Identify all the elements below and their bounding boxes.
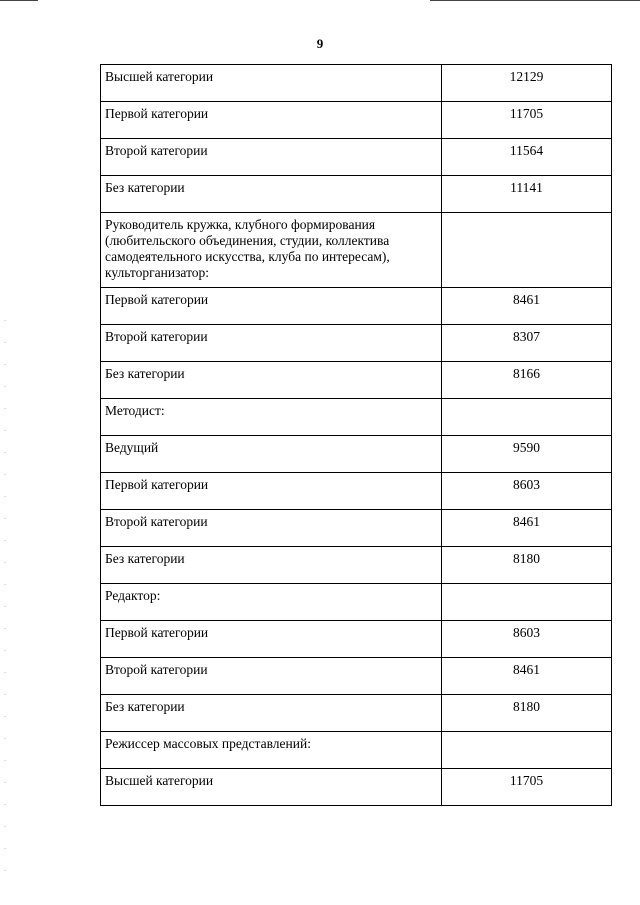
salary-value-cell: 8166 (442, 362, 612, 399)
salary-value-cell (442, 584, 612, 621)
salary-value-cell: 11564 (442, 139, 612, 176)
position-name-cell: Второй категории (101, 658, 442, 695)
table-row (101, 139, 612, 176)
salary-value-cell: 11141 (442, 176, 612, 213)
salary-value-cell: 8307 (442, 325, 612, 362)
position-name-cell: Без категории (101, 362, 442, 399)
position-name-cell: Без категории (101, 695, 442, 732)
position-name-cell: Второй категории (101, 139, 442, 176)
salary-value-cell: 8461 (442, 288, 612, 325)
position-name-cell: Руководитель кружка, клубного формирования (любительского объединения, студии, коллектива самодеятельного искусства, клуба по интересам), культорганизатор: (101, 213, 442, 288)
position-name-cell: Первой категории (101, 621, 442, 658)
table-row (101, 732, 612, 769)
table-row (101, 769, 612, 806)
table-row (101, 362, 612, 399)
salary-value-cell (442, 732, 612, 769)
table-row (101, 658, 612, 695)
position-name-cell: Первой категории (101, 288, 442, 325)
position-name-cell: Первой категории (101, 102, 442, 139)
table-row (101, 584, 612, 621)
position-name-cell: Высшей категории (101, 65, 442, 102)
table-row (101, 102, 612, 139)
table-row (101, 399, 612, 436)
position-name-cell: Высшей категории (101, 769, 442, 806)
table-row (101, 288, 612, 325)
position-name-cell: Без категории (101, 547, 442, 584)
salary-value-cell: 9590 (442, 436, 612, 473)
salary-value-cell: 11705 (442, 769, 612, 806)
salary-value-cell: 8461 (442, 510, 612, 547)
salary-value-cell: 8180 (442, 695, 612, 732)
salary-value-cell: 11705 (442, 102, 612, 139)
scan-margin-dots (4, 320, 6, 880)
salary-value-cell: 8461 (442, 658, 612, 695)
table-row (101, 510, 612, 547)
salary-value-cell (442, 399, 612, 436)
salary-value-cell: 12129 (442, 65, 612, 102)
table-row (101, 547, 612, 584)
position-name-cell: Первой категории (101, 473, 442, 510)
salary-value-cell: 8180 (442, 547, 612, 584)
table-row (101, 436, 612, 473)
salary-value-cell: 8603 (442, 621, 612, 658)
salary-value-cell: 8603 (442, 473, 612, 510)
salary-value-cell (442, 213, 612, 288)
table-row (101, 695, 612, 732)
position-name-cell: Без категории (101, 176, 442, 213)
table-row (101, 65, 612, 102)
position-name-cell: Режиссер массовых представлений: (101, 732, 442, 769)
table-row (101, 473, 612, 510)
position-name-cell: Редактор: (101, 584, 442, 621)
table-body (101, 65, 612, 806)
position-name-cell: Методист: (101, 399, 442, 436)
salary-table (100, 64, 612, 806)
position-name-cell: Второй категории (101, 325, 442, 362)
table-row (101, 325, 612, 362)
position-name-cell: Ведущий (101, 436, 442, 473)
table-row (101, 621, 612, 658)
page-number: 9 (316, 36, 324, 51)
position-name-cell: Второй категории (101, 510, 442, 547)
scan-edge-left (0, 0, 38, 1)
table-row (101, 213, 612, 288)
scan-edge-right (430, 0, 640, 1)
table-row (101, 176, 612, 213)
